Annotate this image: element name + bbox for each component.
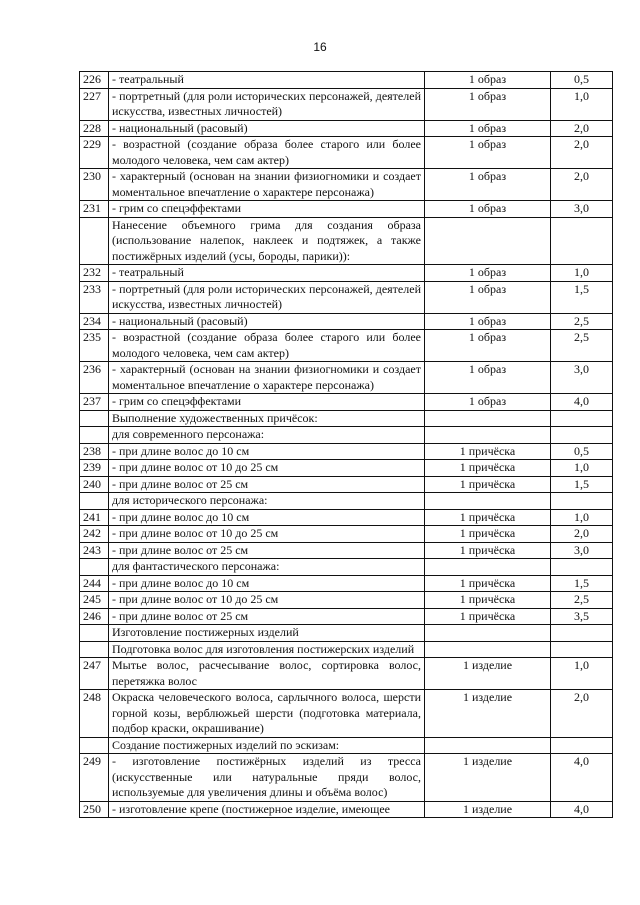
row-value: 3,0 <box>551 201 613 218</box>
row-number <box>80 625 109 642</box>
table-row <box>80 201 613 218</box>
row-description: - национальный (расовый) <box>109 313 425 330</box>
section-heading-row <box>80 737 613 754</box>
row-unit: 1 образ <box>425 394 551 411</box>
row-description: - при длине волос от 10 до 25 см <box>109 526 425 543</box>
row-value: 3,0 <box>551 542 613 559</box>
row-description: - при длине волос до 10 см <box>109 509 425 526</box>
row-number: 237 <box>80 394 109 411</box>
row-unit <box>425 217 551 265</box>
price-table <box>79 71 613 818</box>
row-description: - грим со спецэффектами <box>109 394 425 411</box>
row-description: - при длине волос до 10 см <box>109 443 425 460</box>
section-heading-row <box>80 641 613 658</box>
row-description: - изготовление крепе (постижерное изделие, имеющее <box>109 801 425 818</box>
row-unit <box>425 410 551 427</box>
row-value <box>551 427 613 444</box>
row-value: 3,5 <box>551 608 613 625</box>
row-value: 4,0 <box>551 394 613 411</box>
row-number: 250 <box>80 801 109 818</box>
row-number: 236 <box>80 362 109 394</box>
row-number <box>80 737 109 754</box>
row-value: 1,0 <box>551 265 613 282</box>
row-description: - при длине волос от 10 до 25 см <box>109 592 425 609</box>
row-unit: 1 изделие <box>425 658 551 690</box>
table-row <box>80 281 613 313</box>
row-description: - портретный (для роли исторических персонажей, деятелей искусства, известных личностей) <box>109 88 425 120</box>
table-row <box>80 443 613 460</box>
row-description: для исторического персонажа: <box>109 493 425 510</box>
row-value: 3,0 <box>551 362 613 394</box>
row-unit <box>425 641 551 658</box>
row-number: 233 <box>80 281 109 313</box>
row-number: 246 <box>80 608 109 625</box>
row-value: 0,5 <box>551 443 613 460</box>
row-description: Изготовление постижерных изделий <box>109 625 425 642</box>
row-description: - театральный <box>109 72 425 89</box>
table-row <box>80 542 613 559</box>
row-description: - характерный (основан на знании физиогномики и создает моментальное впечатление о характере персонажа) <box>109 169 425 201</box>
row-number: 238 <box>80 443 109 460</box>
table-row <box>80 509 613 526</box>
row-unit: 1 образ <box>425 201 551 218</box>
row-description: для современного персонажа: <box>109 427 425 444</box>
row-description: - изготовление постижёрных изделий из тресса (искусственные или натуральные пряди волос, используемые для увеличения длины и объёма волос) <box>109 754 425 802</box>
table-row <box>80 460 613 477</box>
table-row <box>80 801 613 818</box>
row-description: Выполнение художественных причёсок: <box>109 410 425 427</box>
table-row <box>80 72 613 89</box>
row-unit <box>425 737 551 754</box>
row-unit: 1 причёска <box>425 575 551 592</box>
row-number: 228 <box>80 120 109 137</box>
row-value: 2,0 <box>551 690 613 738</box>
row-description: Подготовка волос для изготовления постижерских изделий <box>109 641 425 658</box>
row-value: 2,0 <box>551 120 613 137</box>
row-unit: 1 образ <box>425 265 551 282</box>
row-unit <box>425 427 551 444</box>
row-number: 245 <box>80 592 109 609</box>
row-value: 2,5 <box>551 330 613 362</box>
row-unit: 1 изделие <box>425 754 551 802</box>
row-number: 243 <box>80 542 109 559</box>
row-value <box>551 559 613 576</box>
row-unit <box>425 625 551 642</box>
row-value <box>551 737 613 754</box>
table-row <box>80 476 613 493</box>
row-description: - возрастной (создание образа более старого или более молодого человека, чем сам актер) <box>109 330 425 362</box>
row-value: 4,0 <box>551 801 613 818</box>
row-description: для фантастического персонажа: <box>109 559 425 576</box>
row-number <box>80 410 109 427</box>
section-heading-row <box>80 217 613 265</box>
price-table-body <box>80 72 613 818</box>
row-value: 2,0 <box>551 137 613 169</box>
row-unit: 1 изделие <box>425 690 551 738</box>
row-unit: 1 причёска <box>425 460 551 477</box>
section-heading-row <box>80 410 613 427</box>
row-number <box>80 559 109 576</box>
row-value: 1,0 <box>551 509 613 526</box>
row-unit: 1 причёска <box>425 608 551 625</box>
table-row <box>80 575 613 592</box>
row-value: 1,0 <box>551 88 613 120</box>
row-unit: 1 причёска <box>425 592 551 609</box>
row-description: - при длине волос от 25 см <box>109 542 425 559</box>
row-unit: 1 образ <box>425 330 551 362</box>
row-value: 2,0 <box>551 169 613 201</box>
row-description: - при длине волос от 25 см <box>109 476 425 493</box>
row-number <box>80 641 109 658</box>
row-value: 1,5 <box>551 281 613 313</box>
section-heading-row <box>80 493 613 510</box>
row-description: Создание постижерных изделий по эскизам: <box>109 737 425 754</box>
row-number: 247 <box>80 658 109 690</box>
row-unit: 1 образ <box>425 169 551 201</box>
table-row <box>80 608 613 625</box>
row-description: - характерный (основан на знании физиогномики и создает моментальное впечатление о характере персонажа) <box>109 362 425 394</box>
row-description: Мытье волос, расчесывание волос, сортировка волос, перетяжка волос <box>109 658 425 690</box>
table-row <box>80 526 613 543</box>
table-row <box>80 690 613 738</box>
row-unit: 1 образ <box>425 362 551 394</box>
row-value: 1,0 <box>551 658 613 690</box>
row-number: 231 <box>80 201 109 218</box>
table-row <box>80 330 613 362</box>
row-number <box>80 493 109 510</box>
table-row <box>80 754 613 802</box>
row-number: 226 <box>80 72 109 89</box>
table-row <box>80 265 613 282</box>
row-unit: 1 образ <box>425 88 551 120</box>
section-heading-row <box>80 427 613 444</box>
table-row <box>80 169 613 201</box>
row-unit: 1 причёска <box>425 476 551 493</box>
row-description: - театральный <box>109 265 425 282</box>
row-value: 1,5 <box>551 575 613 592</box>
table-row <box>80 88 613 120</box>
row-value: 1,0 <box>551 460 613 477</box>
row-description: Окраска человеческого волоса, сарлычного волоса, шерсти горной козы, верблюжьей шерсти (подготовка материала, подбор краски, окрашивание) <box>109 690 425 738</box>
row-value <box>551 641 613 658</box>
row-number: 235 <box>80 330 109 362</box>
row-description: - при длине волос до 10 см <box>109 575 425 592</box>
row-description: - портретный (для роли исторических персонажей, деятелей искусства, известных личностей) <box>109 281 425 313</box>
row-value <box>551 410 613 427</box>
row-number: 232 <box>80 265 109 282</box>
row-unit: 1 образ <box>425 313 551 330</box>
row-description: - при длине волос от 10 до 25 см <box>109 460 425 477</box>
row-number <box>80 217 109 265</box>
row-description: - национальный (расовый) <box>109 120 425 137</box>
row-unit: 1 причёска <box>425 509 551 526</box>
row-value: 2,5 <box>551 313 613 330</box>
row-unit: 1 изделие <box>425 801 551 818</box>
row-value <box>551 493 613 510</box>
section-heading-row <box>80 625 613 642</box>
row-value: 1,5 <box>551 476 613 493</box>
row-number: 240 <box>80 476 109 493</box>
section-heading-row <box>80 559 613 576</box>
row-description: Нанесение объемного грима для создания образа (использование налепок, наклеек и подтяжек, а также постижёрных изделий (усы, бороды, парики)): <box>109 217 425 265</box>
row-value <box>551 217 613 265</box>
row-unit: 1 образ <box>425 120 551 137</box>
row-number: 249 <box>80 754 109 802</box>
table-row <box>80 120 613 137</box>
row-number: 234 <box>80 313 109 330</box>
row-value: 2,0 <box>551 526 613 543</box>
row-number: 242 <box>80 526 109 543</box>
page-number: 16 <box>313 40 327 54</box>
row-number: 241 <box>80 509 109 526</box>
row-number <box>80 427 109 444</box>
row-unit: 1 причёска <box>425 526 551 543</box>
table-row <box>80 592 613 609</box>
row-number: 248 <box>80 690 109 738</box>
row-number: 230 <box>80 169 109 201</box>
table-row <box>80 362 613 394</box>
row-number: 244 <box>80 575 109 592</box>
row-number: 227 <box>80 88 109 120</box>
row-unit: 1 образ <box>425 281 551 313</box>
table-row <box>80 137 613 169</box>
row-unit <box>425 559 551 576</box>
row-description: - при длине волос от 25 см <box>109 608 425 625</box>
row-value: 4,0 <box>551 754 613 802</box>
row-number: 239 <box>80 460 109 477</box>
row-description: - возрастной (создание образа более старого или более молодого человека, чем сам актер) <box>109 137 425 169</box>
row-value: 0,5 <box>551 72 613 89</box>
row-value: 2,5 <box>551 592 613 609</box>
row-unit: 1 образ <box>425 72 551 89</box>
row-unit: 1 образ <box>425 137 551 169</box>
row-unit: 1 причёска <box>425 542 551 559</box>
table-row <box>80 313 613 330</box>
row-description: - грим со спецэффектами <box>109 201 425 218</box>
table-row <box>80 658 613 690</box>
row-unit <box>425 493 551 510</box>
row-number: 229 <box>80 137 109 169</box>
row-value <box>551 625 613 642</box>
row-unit: 1 причёска <box>425 443 551 460</box>
table-row <box>80 394 613 411</box>
